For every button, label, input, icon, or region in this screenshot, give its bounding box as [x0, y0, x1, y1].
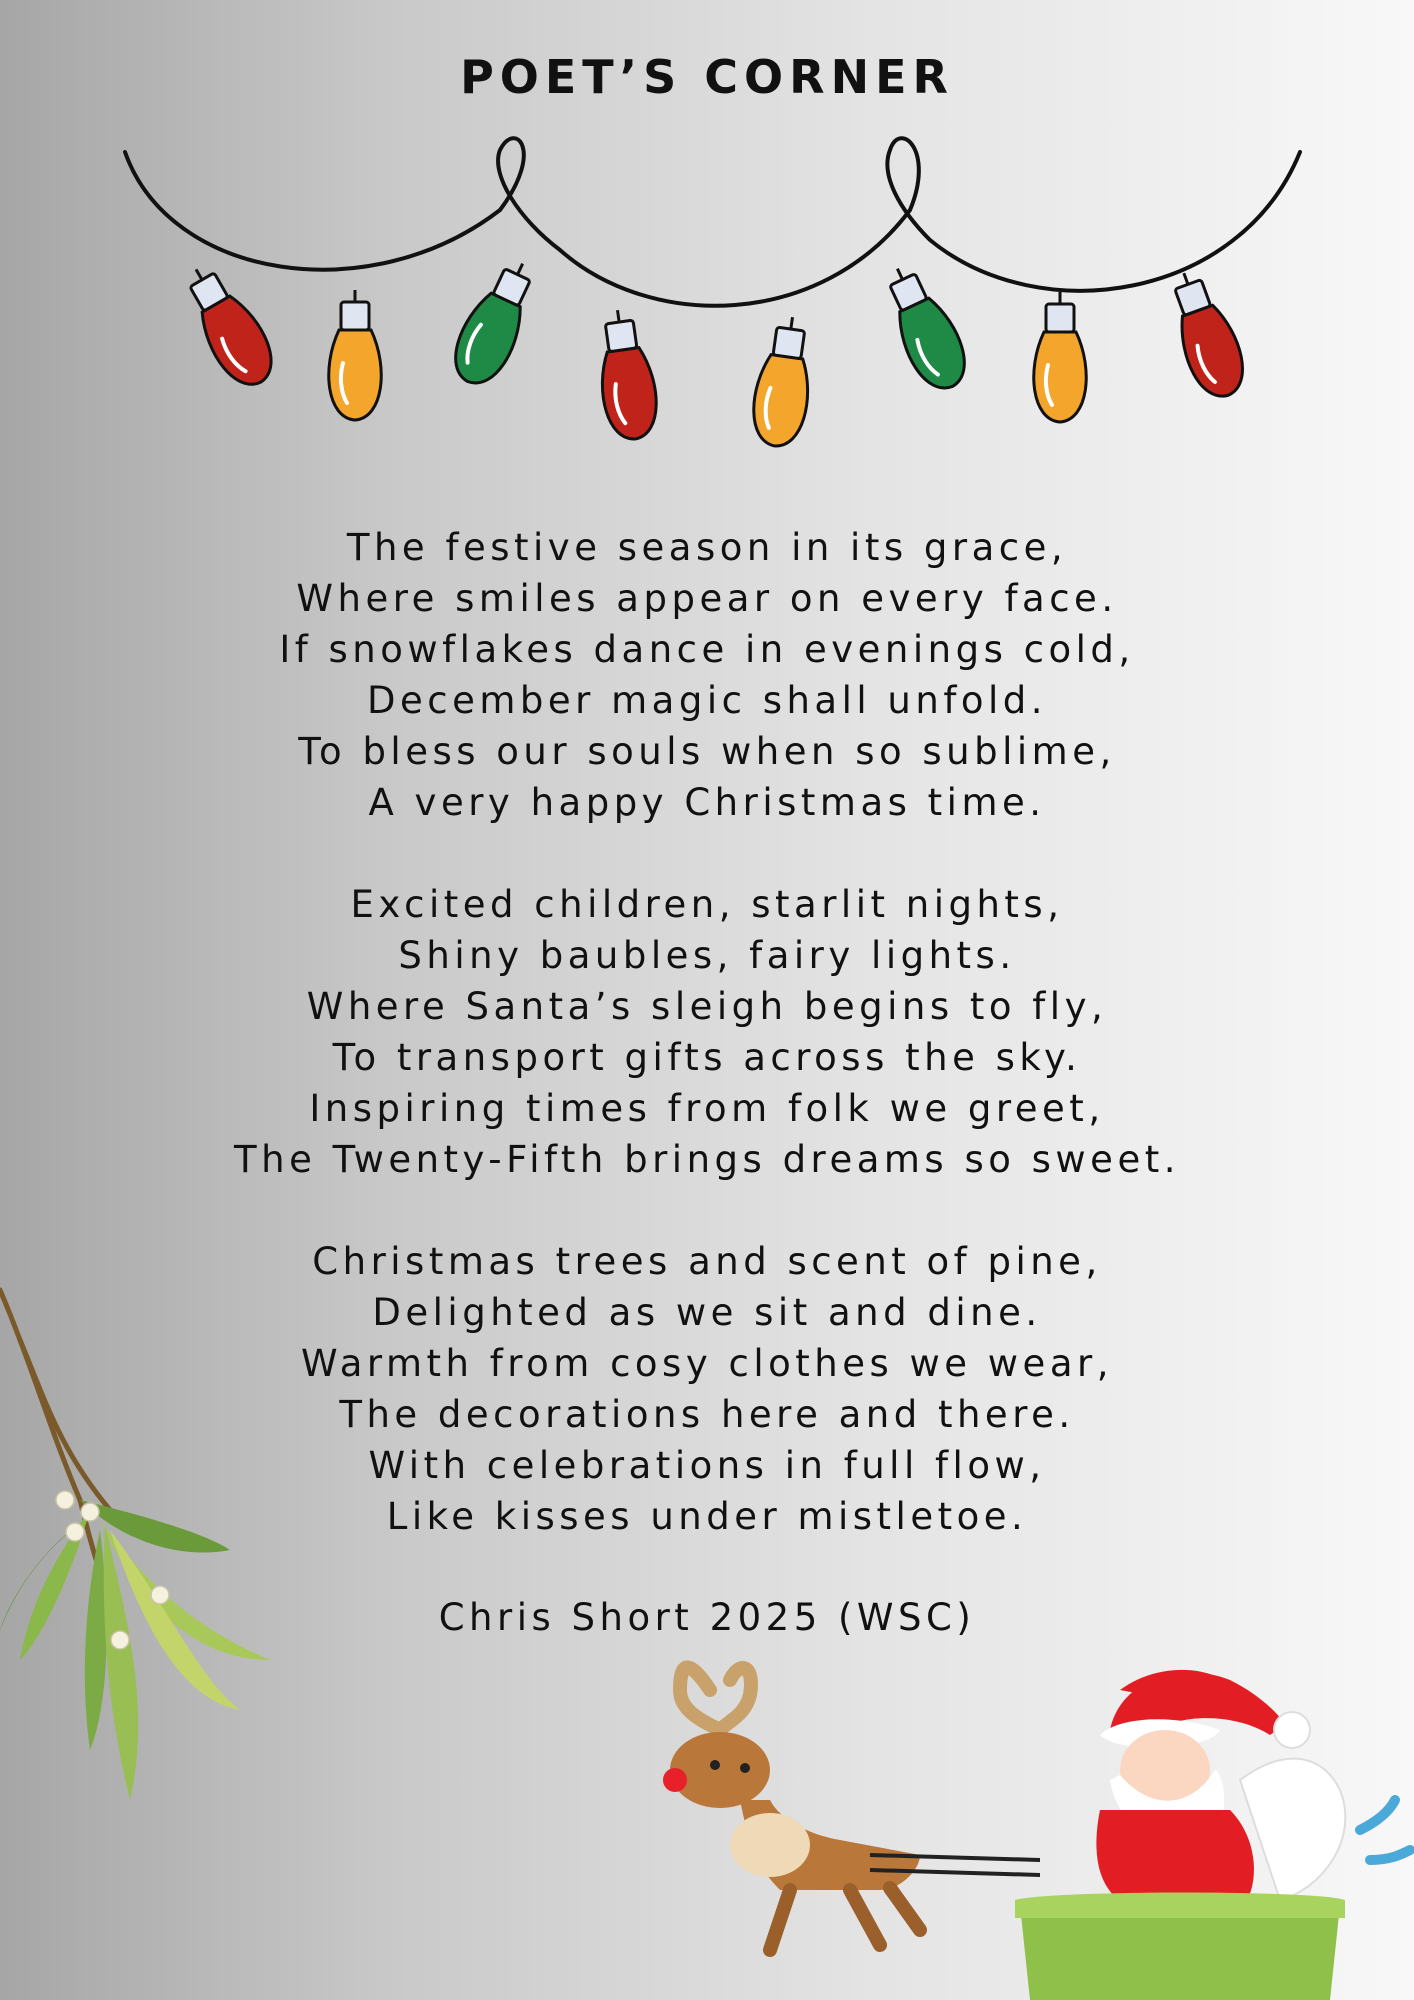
poem-line: December magic shall unfold. [366, 679, 1048, 722]
poem-stanza [0, 522, 1414, 828]
santa-sleigh-icon [620, 1660, 1414, 2000]
poem-line: Inspiring times from folk we greet, [309, 1087, 1105, 1130]
light-bulb-icon [329, 290, 381, 420]
christmas-lights-icon [0, 130, 1414, 490]
poem-line: Where Santa’s sleigh begins to fly, [306, 985, 1108, 1028]
poem-line: A very happy Christmas time. [368, 781, 1046, 824]
poem-line: Where smiles appear on every face. [296, 577, 1118, 620]
poem-line: To bless our souls when so sublime, [298, 730, 1116, 773]
light-bulb-icon [874, 258, 976, 398]
poem-signature: Chris Short 2025 (WSC) [438, 1596, 976, 1639]
light-bulb-icon [748, 314, 818, 450]
poem-line: The decorations here and there. [339, 1393, 1075, 1436]
light-bulb-icon [592, 307, 662, 443]
page-title: POET’S CORNER [460, 50, 954, 104]
poem-line: Shiny baubles, fairy lights. [398, 934, 1016, 977]
poem-line: To transport gifts across the sky. [332, 1036, 1082, 1079]
mistletoe-icon [0, 1280, 300, 1840]
light-bulb-icon [173, 256, 283, 395]
poem-line: Delighted as we sit and dine. [372, 1291, 1042, 1334]
poem-line: With celebrations in full flow, [368, 1444, 1046, 1487]
poem-line: Like kisses under mistletoe. [386, 1495, 1028, 1538]
poem-line: If snowflakes dance in evenings cold, [279, 628, 1135, 671]
light-bulb-icon [444, 253, 546, 393]
poem-line: Warmth from cosy clothes we wear, [301, 1342, 1113, 1385]
reindeer-icon [663, 1668, 920, 1951]
poem-line: The festive season in its grace, [346, 526, 1068, 569]
light-bulb-icon [1034, 292, 1086, 422]
light-bulb-icon [1159, 264, 1253, 404]
poem-line: Christmas trees and scent of pine, [312, 1240, 1102, 1283]
poem-stanza [0, 879, 1414, 1185]
poem-line: The Twenty-Fifth brings dreams so sweet. [234, 1138, 1180, 1181]
poem-line: Excited children, starlit nights, [350, 883, 1064, 926]
